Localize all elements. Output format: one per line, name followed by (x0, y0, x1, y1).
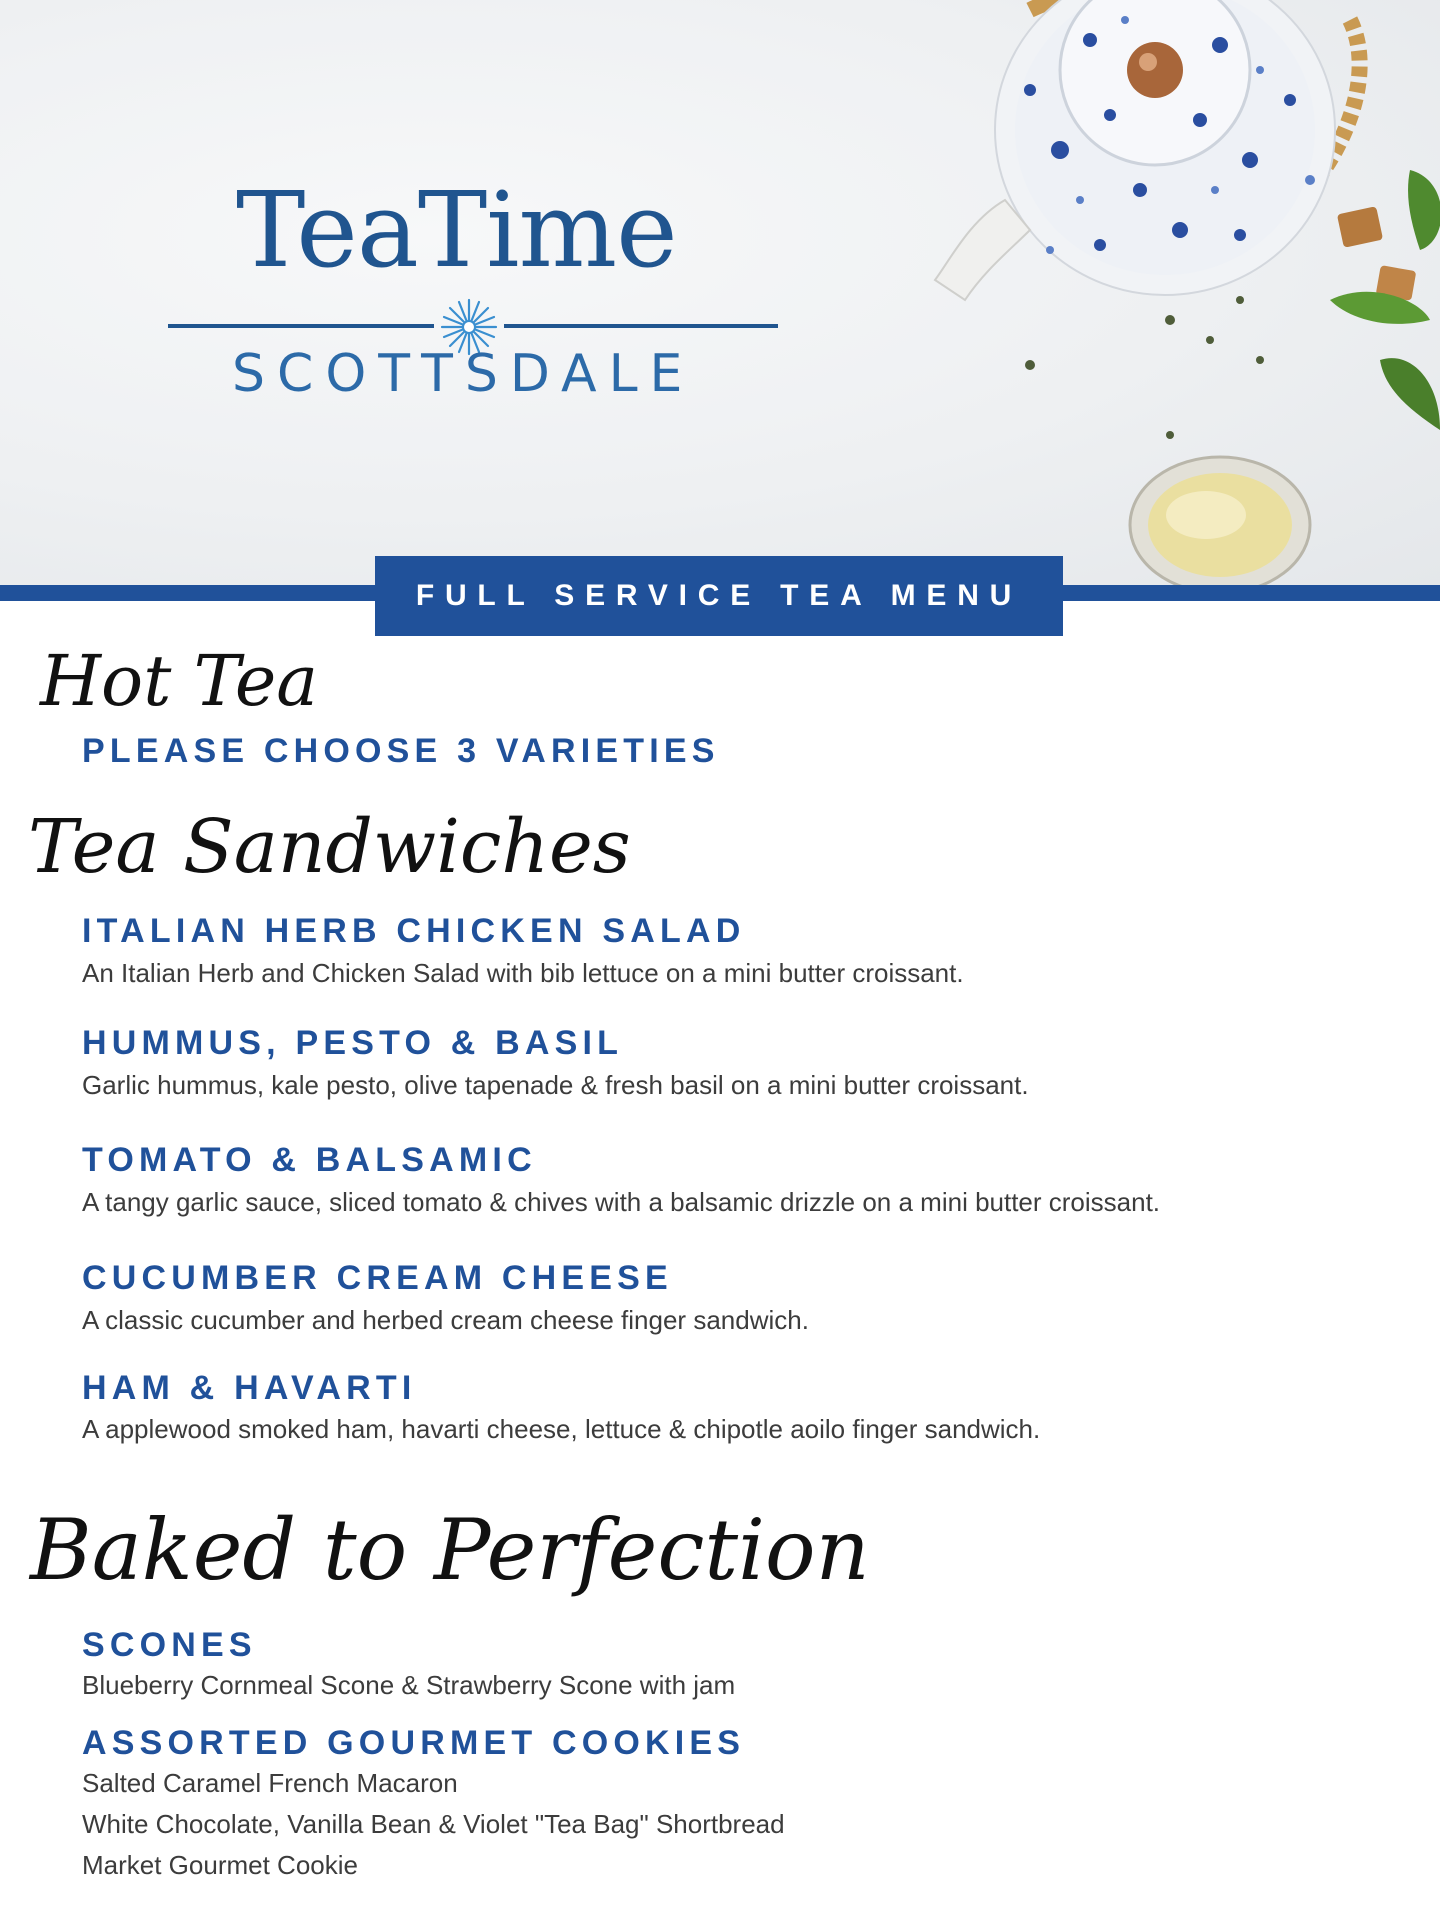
logo-wordmark: TeaTime (236, 169, 677, 291)
menu-item-desc: Market Gourmet Cookie (82, 1850, 358, 1880)
logo-rule-right (504, 324, 778, 328)
menu-item-name: ITALIAN HERB CHICKEN SALAD (82, 912, 746, 950)
section-title-sandwiches: Tea Sandwiches (28, 804, 631, 890)
menu-item-desc: A tangy garlic sauce, sliced tomato & chives with a balsamic drizzle on a mini butter croissant. (82, 1187, 1161, 1217)
logo-rule-left (168, 324, 434, 328)
teatime-logo (168, 169, 778, 408)
menu-item-desc: Salted Caramel French Macaron (82, 1768, 458, 1798)
hero-image (0, 0, 1440, 588)
menu-item-desc: Garlic hummus, kale pesto, olive tapenade & fresh basil on a mini butter croissant. (82, 1070, 1029, 1100)
banner-label: FULL SERVICE TEA MENU (415, 579, 1023, 612)
section-title-hot-tea: Hot Tea (40, 640, 318, 722)
hot-tea-note: PLEASE CHOOSE 3 VARIETIES (82, 732, 720, 770)
menu-item-name: CUCUMBER CREAM CHEESE (82, 1259, 673, 1297)
menu-item-desc: Blueberry Cornmeal Scone & Strawberry Scone with jam (82, 1670, 736, 1700)
menu-item-desc: White Chocolate, Vanilla Bean & Violet "Tea Bag" Shortbread (82, 1809, 785, 1839)
section-title-baked: Baked to Perfection (30, 1501, 870, 1599)
logo-place: SCOTTSDALE (232, 344, 695, 404)
menu-item-desc: An Italian Herb and Chicken Salad with bib lettuce on a mini butter croissant. (82, 958, 964, 988)
menu-item-name: HUMMUS, PESTO & BASIL (82, 1024, 624, 1062)
menu-item-name: SCONES (82, 1626, 257, 1664)
menu-banner (375, 556, 1063, 636)
menu-item-name: HAM & HAVARTI (82, 1369, 417, 1407)
menu-item-name: ASSORTED GOURMET COOKIES (82, 1724, 746, 1762)
menu-item-desc: A applewood smoked ham, havarti cheese, lettuce & chipotle aoilo finger sandwich. (82, 1414, 1041, 1444)
teapot-photo (910, 0, 1440, 588)
menu-item-name: TOMATO & BALSAMIC (82, 1141, 537, 1179)
menu-item-desc: A classic cucumber and herbed cream cheese finger sandwich. (82, 1305, 809, 1335)
